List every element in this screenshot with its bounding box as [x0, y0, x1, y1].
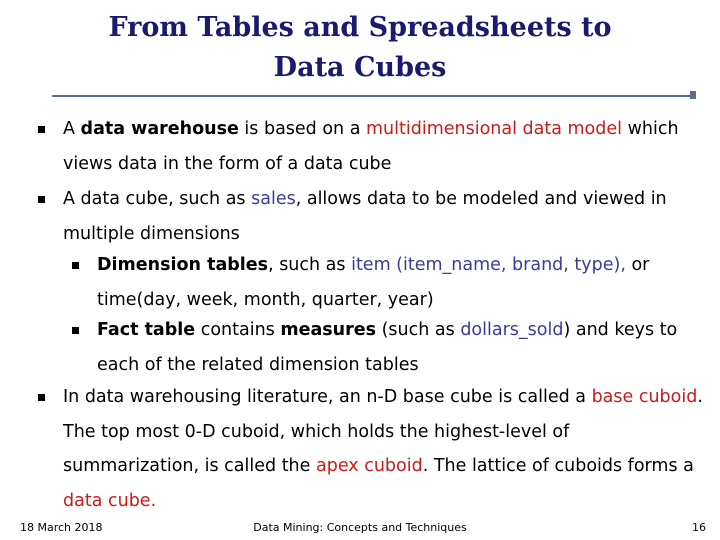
bullet-1-text: A: [63, 119, 81, 139]
bullet-3: [63, 380, 703, 518]
term-dollars-sold: dollars_sold: [460, 320, 564, 340]
slide-title: [0, 8, 720, 88]
title-line-2: Data Cubes: [273, 52, 447, 83]
bullet-1-text: which views data in the form of a data cube: [63, 119, 679, 174]
bullet-2-text: A data cube, such as: [63, 189, 252, 209]
term-data-warehouse: data warehouse: [80, 119, 239, 139]
title-divider: [52, 95, 696, 97]
footer-page-number: 16: [692, 521, 706, 534]
term-sales: sales: [251, 189, 296, 209]
sub-bullet-square-icon: [72, 262, 79, 269]
footer-date: 18 March 2018: [20, 521, 103, 534]
term-base-cuboid: base cuboid: [591, 387, 698, 407]
bullet-2-text: , allows data to be modeled and viewed in multiple dimensions: [63, 189, 667, 244]
sub-bullet-fact-table: [97, 313, 702, 382]
sub-bullet-text: ) and keys to each of the related dimension tables: [97, 320, 678, 375]
bullet-3-text: . The lattice of cuboids forms a: [422, 456, 694, 476]
term-data-cube: data cube.: [63, 490, 157, 511]
term-apex-cuboid: apex cuboid: [315, 456, 423, 476]
term-dimension-tables: Dimension tables: [97, 255, 269, 275]
bullet-square-icon: [38, 394, 45, 401]
term-item: item (item_name, brand, type),: [351, 255, 632, 275]
bullet-3-text: In data warehousing literature, an n-D base cube is called a: [63, 387, 592, 407]
sub-bullet-text: (such as: [376, 320, 461, 340]
term-multidimensional-data-model: multidimensional data model: [366, 119, 622, 139]
title-divider-end: [690, 91, 696, 99]
footer-course-title: Data Mining: Concepts and Techniques: [253, 521, 467, 534]
title-line-1: From Tables and Spreadsheets to: [108, 12, 612, 43]
sub-bullet-text: , such as: [268, 255, 352, 275]
bullet-1: [63, 112, 703, 181]
sub-bullet-square-icon: [72, 327, 79, 334]
bullet-3-text: . The top most 0-D cuboid, which holds the highest-level of summarization, is called the: [63, 387, 703, 476]
bullet-1-text: is based on a: [238, 119, 366, 139]
bullet-square-icon: [38, 196, 45, 203]
term-fact-table: Fact table: [97, 320, 196, 340]
sub-bullet-text: or time(day, week, month, quarter, year): [97, 255, 650, 310]
bullet-2: [63, 182, 703, 251]
term-measures: measures: [280, 320, 377, 340]
bullet-square-icon: [38, 126, 45, 133]
sub-bullet-dimension-tables: [97, 248, 702, 317]
sub-bullet-text: contains: [195, 320, 281, 340]
